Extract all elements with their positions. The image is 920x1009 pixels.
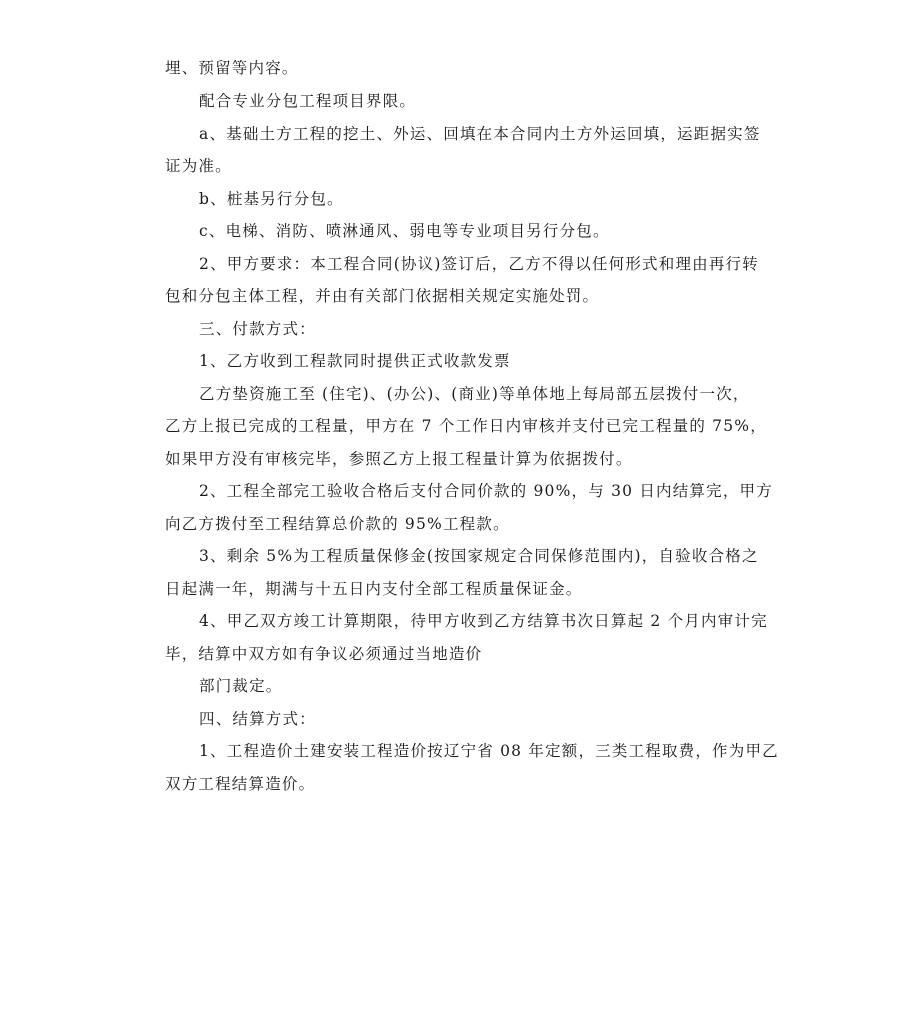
text-line: 2、工程全部完工验收合格后支付合同价款的 90%，与 30 日内结算完，甲方 (199, 482, 773, 500)
text-line: 如果甲方没有审核完毕，参照乙方上报工程量计算为依据拨付。 (165, 450, 633, 468)
text-line: 双方工程结算造价。 (165, 775, 316, 793)
text-line: a、基础土方工程的挖土、外运、回填在本合同内土方外运回填，运距据实签 (199, 125, 761, 143)
section-heading: 三、付款方式： (199, 320, 316, 338)
text-line: 向乙方拨付至工程结算总价款的 95%工程款。 (165, 515, 510, 533)
text-line: 日起满一年，期满与十五日内支付全部工程质量保证金。 (165, 580, 583, 598)
text-line: 埋、预留等内容。 (165, 59, 299, 77)
text-line: 1、工程造价土建安装工程造价按辽宁省 08 年定额，三类工程取费，作为甲乙 (199, 742, 779, 760)
text-line: b、桩基另行分包。 (199, 190, 344, 208)
text-line: 部门裁定。 (199, 677, 283, 695)
text-line: 3、剩余 5%为工程质量保修金(按国家规定合同保修范围内)，自验收合格之 (199, 547, 759, 565)
text-line: 1、乙方收到工程款同时提供正式收款发票 (199, 352, 511, 370)
text-line: 毕，结算中双方如有争议必须通过当地造价 (165, 645, 483, 663)
text-line: 配合专业分包工程项目界限。 (199, 92, 417, 110)
text-line: 乙方垫资施工至 (住宅)、(办公)、(商业)等单体地上每局部五层拨付一次， (199, 385, 750, 403)
text-line: 乙方上报已完成的工程量，甲方在 7 个工作日内审核并支付已完工程量的 75%， (165, 417, 767, 435)
text-line: 2、甲方要求：本工程合同(协议)签订后，乙方不得以任何形式和理由再行转 (199, 255, 759, 273)
text-line: c、电梯、消防、喷淋通风、弱电等专业项目另行分包。 (199, 222, 610, 240)
section-heading: 四、结算方式： (199, 710, 316, 728)
text-line: 包和分包主体工程，并由有关部门依据相关规定实施处罚。 (165, 287, 600, 305)
text-line: 4、甲乙双方竣工计算期限，待甲方收到乙方结算书次日算起 2 个月内审计完 (199, 612, 768, 630)
text-line: 证为准。 (165, 157, 232, 175)
